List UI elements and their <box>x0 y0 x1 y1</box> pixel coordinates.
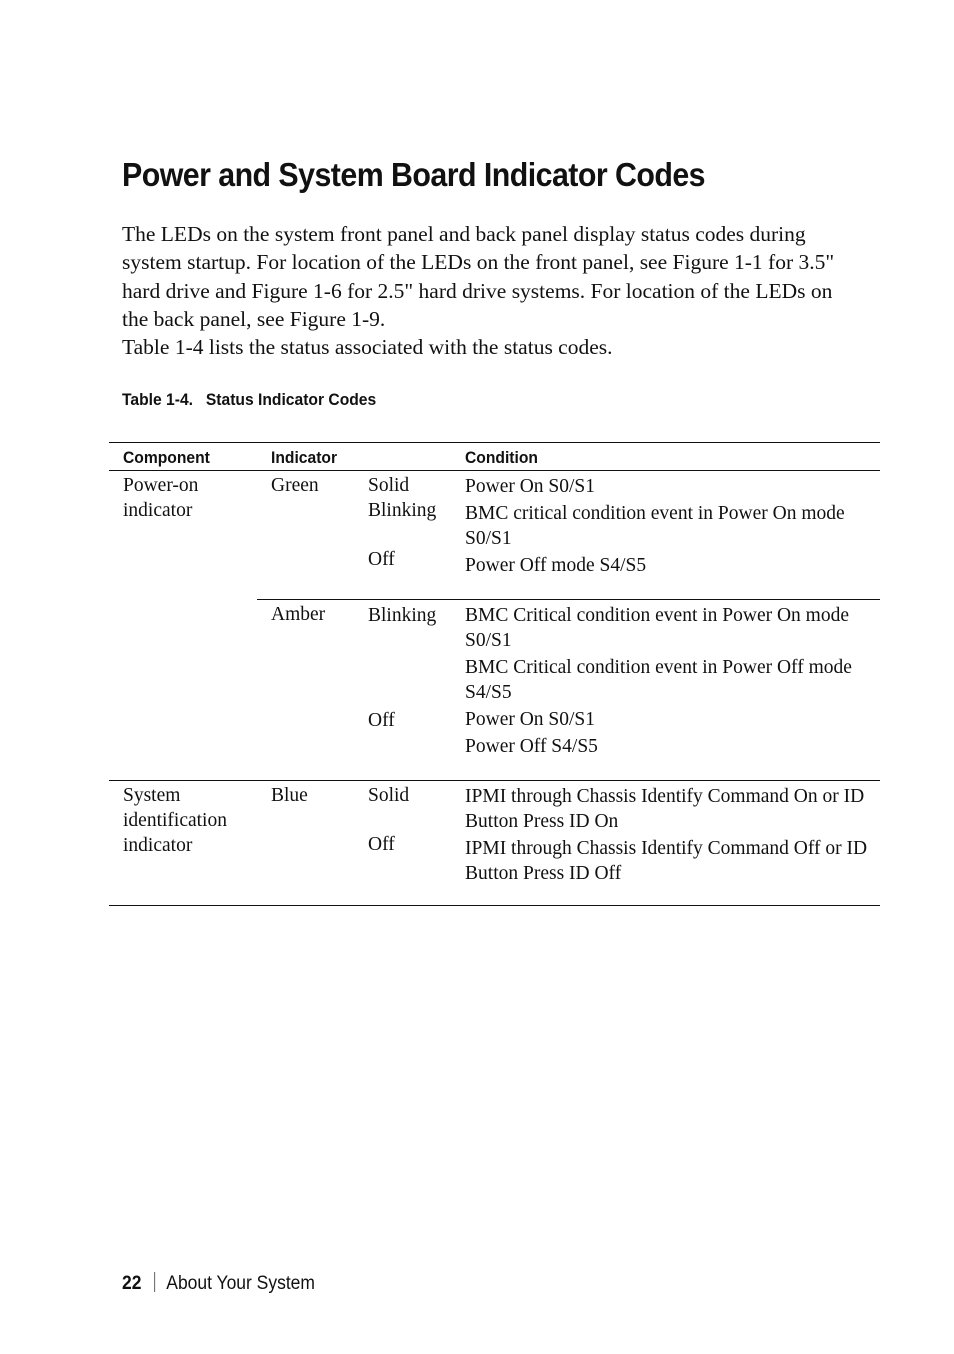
condition-text: Power Off S4/S5 <box>465 736 598 757</box>
footer-section-title: About Your System <box>166 1273 315 1294</box>
state-cell <box>354 471 451 600</box>
state-text: Off <box>368 710 395 731</box>
condition-text: BMC critical condition event in Power On mode S0/S1 <box>465 503 845 549</box>
header-indicator: Indicator <box>257 443 451 471</box>
state-text: Blinking <box>368 500 437 521</box>
page-title: Power and System Board Indicator Codes <box>122 156 706 193</box>
condition-text: BMC Critical condition event in Power On mode S0/S1 <box>465 605 850 651</box>
color-cell: Blue <box>257 781 354 906</box>
condition-text: Power Off mode S4/S5 <box>465 555 647 576</box>
state-text: Solid <box>368 475 410 496</box>
color-cell: Amber <box>257 600 354 781</box>
state-text: Blinking <box>368 605 437 626</box>
page-number: 22 <box>122 1273 142 1294</box>
condition-text: Power On S0/S1 <box>465 476 596 497</box>
condition-cell <box>451 600 880 781</box>
condition-text: BMC Critical condition event in Power Off mode S4/S5 <box>465 657 852 703</box>
component-cell: Power-on indicator <box>123 475 199 521</box>
table-row <box>109 471 880 600</box>
page-footer <box>122 1272 315 1295</box>
state-text: Off <box>368 549 395 570</box>
condition-text: IPMI through Chassis Identify Command Off or ID Button Press ID Off <box>465 838 868 884</box>
state-text: Off <box>368 834 395 855</box>
condition-text: Power On S0/S1 <box>465 709 596 730</box>
state-text: Solid <box>368 785 410 806</box>
condition-text: IPMI through Chassis Identify Command On or ID Button Press ID On <box>465 786 865 832</box>
color-cell: Green <box>271 475 319 496</box>
state-cell <box>354 781 451 906</box>
table-row <box>109 781 880 906</box>
header-component: Component <box>109 443 257 471</box>
footer-separator <box>154 1272 155 1292</box>
condition-cell <box>451 471 880 600</box>
table-caption <box>122 390 376 410</box>
header-condition: Condition <box>451 443 880 471</box>
state-cell <box>354 600 451 781</box>
table-caption-title: Status Indicator Codes <box>205 390 377 409</box>
intro-paragraph-2: Table 1-4 lists the status associated with the status codes. <box>122 335 613 360</box>
intro-text <box>122 220 862 361</box>
table-caption-number: Table 1-4. <box>122 390 193 409</box>
table-header-row <box>109 443 880 471</box>
intro-paragraph: The LEDs on the system front panel and back panel display status codes during system startup. For location of the LEDs on the front panel, see Figure 1-1 for 3.5" hard drive and Figure 1-6 for 2.5" hard drive systems. For location of the LEDs on the back panel, see Figure 1-9. <box>122 222 835 331</box>
status-indicator-table <box>109 442 880 906</box>
component-cell: System identification indicator <box>109 781 257 906</box>
condition-cell <box>451 781 880 906</box>
